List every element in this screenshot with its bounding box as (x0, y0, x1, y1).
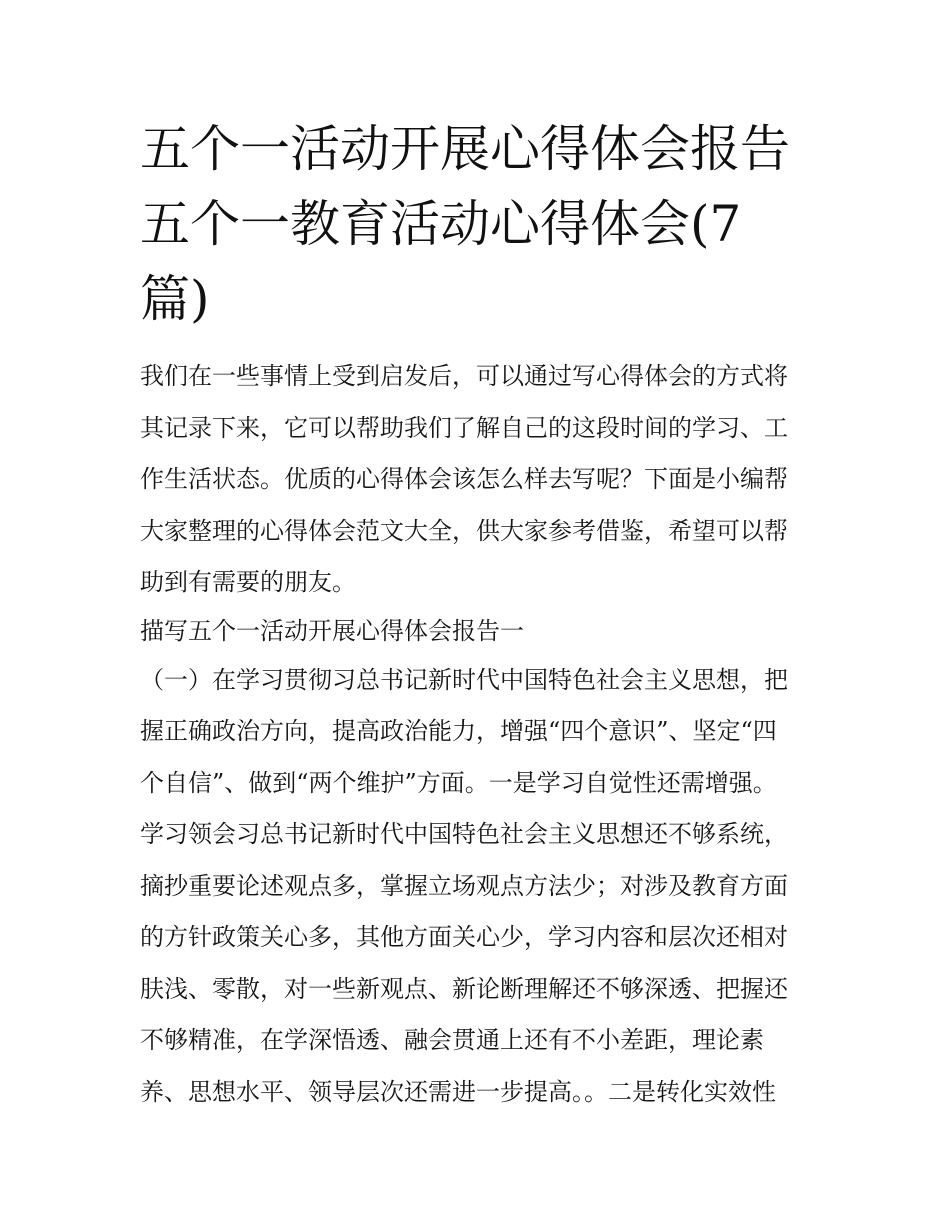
title-line-2: 五个一教育活动心得体会(7 (140, 195, 742, 253)
section-line-2: 握正确政治方向，提高政治能力，增强“四个意识”、坚定“四 (140, 717, 777, 745)
section-paragraph (140, 655, 812, 1119)
section-line-6: 的方针政策关心多，其他方面关心少，学习内容和层次还相对 (140, 923, 788, 951)
intro-line-3: 作生活状态。优质的心得体会该怎么样去写呢？下面是小编帮 (140, 465, 788, 493)
section-line-5: 摘抄重要论述观点多，掌握立场观点方法少；对涉及教育方面 (140, 871, 788, 900)
document-content (140, 112, 812, 1118)
intro-line-4: 大家整理的心得体会范文大全，供大家参考借鉴，希望可以帮 (140, 516, 788, 545)
title-line-3: 篇) (140, 270, 210, 328)
document-title (140, 112, 812, 337)
section-heading: 描写五个一活动开展心得体会报告一 (140, 616, 524, 645)
section-line-4: 学习领会习总书记新时代中国特色社会主义思想还不够系统， (140, 820, 788, 848)
section-line-9: 养、思想水平、领导层次还需进一步提高。。二是转化实效性 (140, 1077, 776, 1106)
intro-paragraph (140, 351, 812, 609)
intro-line-2: 其记录下来，它可以帮助我们了解自己的这段时间的学习、工 (140, 413, 788, 442)
intro-line-5: 助到有需要的朋友。 (140, 568, 356, 596)
section-line-8: 不够精准，在学深悟透、融会贯通上还有不小差距，理论素 (140, 1026, 764, 1054)
section-line-3: 个自信”、做到“两个维护”方面。一是学习自觉性还需增强。 (140, 768, 777, 797)
section-line-1: （一）在学习贯彻习总书记新时代中国特色社会主义思想，把 (140, 665, 788, 694)
title-line-1: 五个一活动开展心得体会报告 (140, 120, 790, 178)
section-line-7: 肤浅、零散，对一些新观点、新论断理解还不够深透、把握还 (140, 974, 788, 1003)
intro-line-1: 我们在一些事情上受到启发后，可以通过写心得体会的方式将 (140, 362, 788, 390)
